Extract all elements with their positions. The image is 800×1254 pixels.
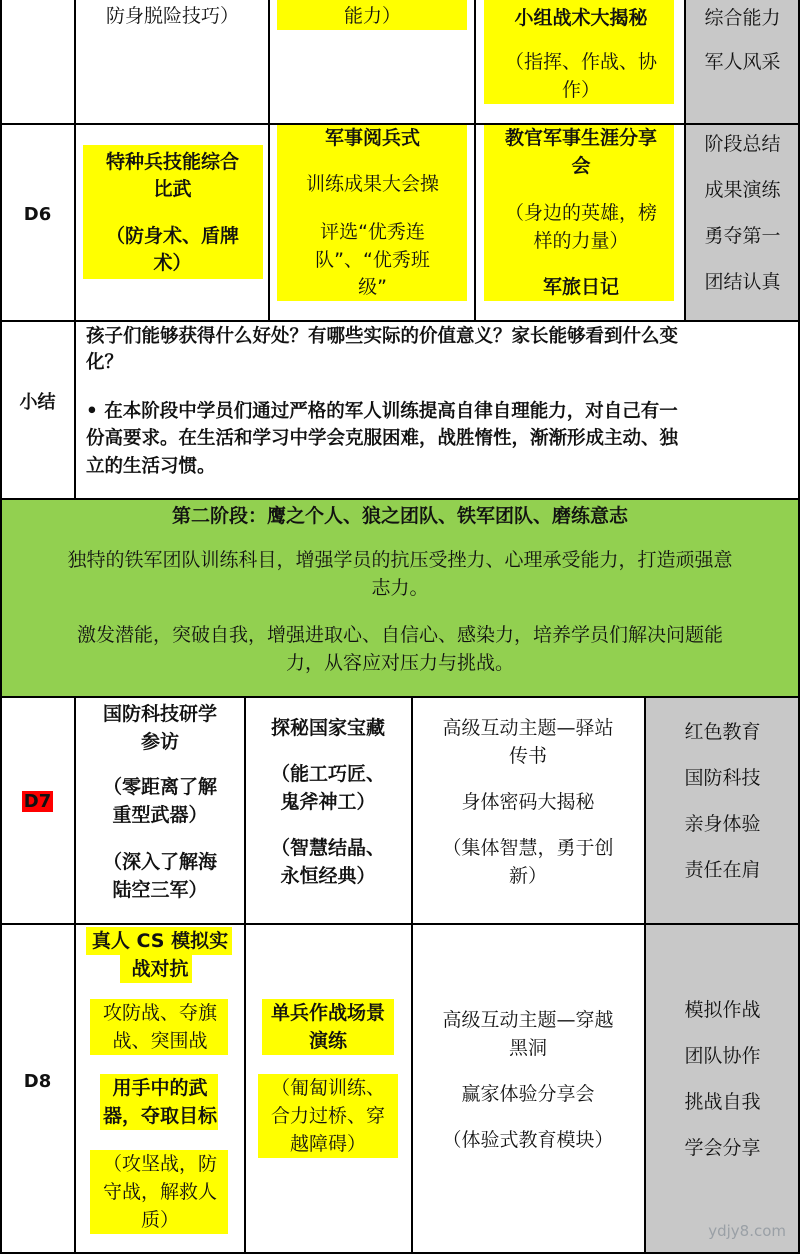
hline-4 [0, 696, 800, 698]
d8-c3-line4: （体验式教育模块） [442, 1129, 614, 1151]
d8-c2-line4: 合力过桥、穿 [270, 1105, 385, 1127]
d7-c2-line3: 鬼斧神工） [280, 791, 376, 813]
d7-c1-line6: 陆空三军） [112, 879, 208, 901]
d6-c3-line5: 军旅日记 [542, 276, 619, 298]
d8-day-label: D8 [23, 1071, 52, 1092]
d6-c3-line2: 会 [571, 155, 591, 177]
d8-c4-line4: 学会分享 [684, 1137, 761, 1159]
d6-c2-line5: 级” [358, 276, 387, 298]
d8-c1-line3: 攻防战、夺旗 [102, 1002, 217, 1024]
stage2-title: 第二阶段：鹰之个人、狼之团队、铁军团队、磨练意志 [171, 505, 628, 527]
summary-question-line1: 孩子们能够获得什么好处？有哪些实际的价值意义？家长能够看到什么变 [86, 326, 679, 347]
d6-c1-line2: 比武 [153, 178, 192, 200]
d8-c2-line2: 演练 [308, 1030, 347, 1052]
d8-c4-line2: 团队协作 [684, 1045, 761, 1067]
stage2-p1-line2: 志力。 [371, 577, 429, 599]
summary-answer-line2: 份高要求。在生活和学习中学会克服困难，战胜惰性，渐渐形成主动、独 [86, 428, 679, 449]
d7-c1-line4: 重型武器） [112, 804, 208, 826]
vline-upper-3 [684, 0, 686, 321]
d6-c2-line3: 评选“优秀连 [320, 221, 425, 243]
stage2-p1-line1: 独特的铁军团队训练科目，增强学员的抗压受挫力、心理承受能力，打造顽强意 [67, 549, 733, 571]
d6-c4-line1: 阶段总结 [704, 133, 781, 155]
d7-c1-line2: 参访 [140, 731, 179, 753]
d6-day-label: D6 [23, 204, 52, 225]
d8-c3-line1: 高级互动主题—穿越 [442, 1009, 614, 1031]
top-c2-line1: 能力） [343, 5, 401, 27]
d7-day-marker: D7 [23, 791, 52, 812]
d7-c2-line1: 探秘国家宝藏 [270, 717, 385, 739]
d6-c4-line4: 团结认真 [704, 271, 781, 293]
d8-c1-line6: 器，夺取目标 [102, 1105, 217, 1127]
d8-c2-line5: 越障碍） [289, 1133, 366, 1155]
d8-c4-line1: 模拟作战 [684, 999, 761, 1021]
d8-c2-line1: 单兵作战场景 [270, 1002, 385, 1024]
d7-c2-line5: 永恒经典） [280, 865, 376, 887]
hline-2 [0, 320, 800, 322]
d6-c3-line4: 样的力量） [533, 230, 629, 252]
d7-c4-line3: 亲身体验 [684, 813, 761, 835]
hline-5 [0, 923, 800, 925]
d7-c4-line1: 红色教育 [684, 721, 761, 743]
d7-c4-line4: 责任在肩 [684, 859, 761, 881]
top-c4-line1: 综合能力 [704, 7, 781, 29]
d8-c4-line3: 挑战自我 [684, 1091, 761, 1113]
d6-c1-line4: 术） [153, 252, 192, 274]
d8-c1-line9: 质） [140, 1209, 179, 1231]
d8-c1-line1: 真人 CS 模拟实 [91, 930, 229, 952]
vline-day-bottom [74, 697, 76, 1254]
d8-c1-line7: （攻坚战，防 [102, 1153, 217, 1175]
d7-c3-line2: 传书 [508, 745, 547, 767]
d7-c3-line4: （集体智慧，勇于创 [442, 837, 614, 859]
vline-lower-3 [644, 697, 646, 1254]
d7-c2-line2: （能工巧匠、 [270, 763, 385, 785]
d8-c1-line4: 战、突围战 [112, 1030, 208, 1052]
stage2-p2-line1: 激发潜能，突破自我，增强进取心、自信心、感染力，培养学员们解决问题能 [76, 624, 723, 646]
d8-c1-line2: 战对抗 [131, 958, 189, 980]
d7-c1-line1: 国防科技研学 [102, 703, 217, 725]
d7-c1-line3: （零距离了解 [102, 776, 217, 798]
d6-c2-line2: 训练成果大会操 [305, 173, 439, 195]
d8-c3-line3: 赢家体验分享会 [461, 1083, 595, 1105]
summary-label: 小结 [19, 392, 56, 413]
stage2-p2-line2: 力，从容应对压力与挑战。 [285, 652, 514, 674]
d7-c3-line1: 高级互动主题—驿站 [442, 717, 614, 739]
d6-c3-line3: （身边的英雄，榜 [504, 202, 657, 224]
vline-lower-2 [411, 697, 413, 1254]
d6-c1-line3: （防身术、盾牌 [105, 225, 239, 247]
d6-c1-line1: 特种兵技能综合 [105, 151, 239, 173]
vline-left [0, 0, 2, 1254]
watermark: ydjy8.com [708, 1222, 786, 1240]
d6-c2-line4: 队”、“优秀班 [315, 249, 430, 271]
vline-day-top [74, 0, 76, 499]
d8-c1-line8: 守战，解救人 [102, 1181, 217, 1203]
d7-c3-line3: 身体密码大揭秘 [461, 791, 595, 813]
top-c3-line3: 作） [561, 79, 600, 101]
top-c3-line1: 小组战术大揭秘 [514, 7, 648, 29]
d8-c1-line5: 用手中的武 [112, 1077, 208, 1099]
top-c4-line2: 军人风采 [704, 51, 781, 73]
d7-c3-line5: 新） [508, 865, 547, 887]
d6-c4-line2: 成果演练 [704, 179, 781, 201]
d7-day-label [0, 790, 75, 814]
hline-1 [0, 123, 800, 125]
summary-answer-line3: 立的生活习惯。 [86, 456, 216, 477]
d7-c4-line2: 国防科技 [684, 767, 761, 789]
d8-c3-line2: 黑洞 [508, 1037, 547, 1059]
d6-c3-line1: 教官军事生涯分享 [504, 127, 657, 149]
vline-lower-1 [244, 697, 246, 1254]
d6-c4-line3: 勇夺第一 [704, 225, 781, 247]
d7-c1-line5: （深入了解海 [102, 851, 217, 873]
summary-question-line2: 化？ [86, 352, 124, 373]
top-c1-line1: 防身脱险技巧） [105, 5, 239, 27]
hline-3 [0, 498, 800, 500]
top-c3-line2: （指挥、作战、协 [504, 51, 657, 73]
vline-upper-1 [268, 0, 270, 321]
summary-answer-line1: • 在本阶段中学员们通过严格的军人训练提高自律自理能力，对自己有一 [86, 401, 678, 422]
d7-c2-line4: （智慧结晶、 [270, 837, 385, 859]
d8-c2-line3: （匍匐训练、 [270, 1077, 385, 1099]
vline-upper-2 [474, 0, 476, 321]
d6-c2-line1: 军事阅兵式 [324, 127, 420, 149]
